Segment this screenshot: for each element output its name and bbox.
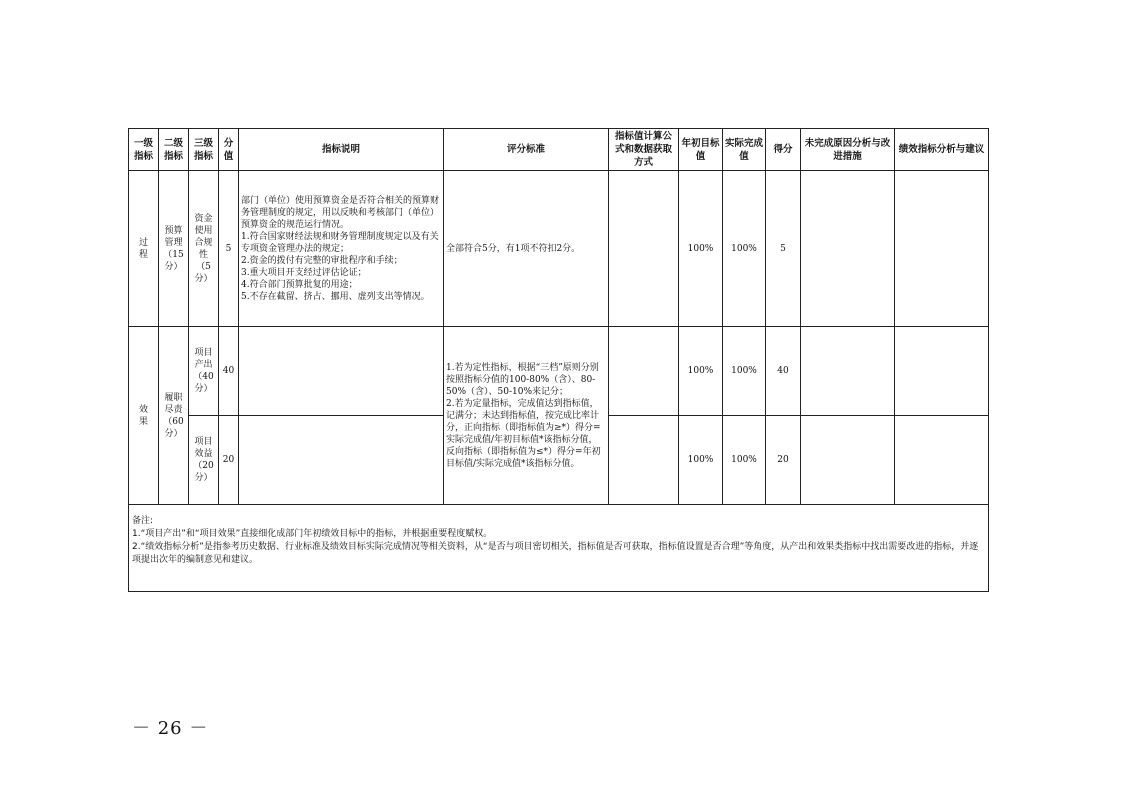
effect-lvl2: 履职 尽责 （60 分）	[159, 327, 189, 505]
process-obtained: 5	[766, 171, 801, 327]
header-lvl2: 二级指标	[159, 129, 189, 171]
notes-line-2: 2.“绩效指标分析”是指参考历史数据、行业标准及绩效目标实际完成情况等相关资料，从“是否与项目密切相关，指标值是否可获取，指标值设置是否合理”等角度，从产出和效果类指标中找出需要改进的指标，并逐项提出次年的编制意见和建议。	[132, 542, 979, 565]
process-lvl3: 资金 使用 合规 性 （5 分）	[189, 171, 219, 327]
output-annual-target: 100%	[679, 327, 723, 416]
output-formula	[609, 327, 679, 416]
effect-criteria: 1.若为定性指标，根据“三档”原则分别按照指标分值的100-80%（含）、80-50%（含）、50-10%来记分； 2.若为定量指标，完成值达到指标值，记满分；未达到指标值，按完成比率计分，正向指标（即指标值为≥*）得分=实际完成值/年初目标值*该指标分值，反向指标（即指标值为≤*）得分=年初目标值/实际完成值*该指标分值。	[444, 327, 609, 505]
benefit-reason	[801, 416, 895, 505]
header-row	[129, 129, 989, 171]
output-lvl3: 项目 产出 （40 分）	[189, 327, 219, 416]
process-formula	[609, 171, 679, 327]
notes-line-1: 1.“项目产出”和“项目效果”直接细化成部门年初绩效目标中的指标，并根据重要程度赋权。	[132, 529, 493, 539]
process-actual: 100%	[723, 171, 766, 327]
header-score: 分值	[219, 129, 239, 171]
benefit-lvl3: 项目 效益 （20 分）	[189, 416, 219, 505]
output-actual: 100%	[723, 327, 766, 416]
header-lvl3: 三级指标	[189, 129, 219, 171]
benefit-formula	[609, 416, 679, 505]
output-obtained: 40	[766, 327, 801, 416]
header-formula: 指标值计算公式和数据获取方式	[609, 129, 679, 171]
process-reason	[801, 171, 895, 327]
page-number: － 26 －	[132, 718, 209, 739]
header-suggestion: 绩效指标分析与建议	[895, 129, 989, 171]
process-lvl2: 预算 管理 （15 分）	[159, 171, 189, 327]
process-desc: 部门（单位）使用预算资金是否符合相关的预算财务管理制度的规定，用以反映和考核部门（单位）预算资金的规范运行情况。 1.符合国家财经法规和财务管理制度规定以及有关专项资金管理办法的规定； 2.资金的拨付有完整的审批程序和手续； 3.重大项目开支经过评估论证； 4.符合部门预算批复的用途； 5.不存在截留、挤占、挪用、虚列支出等情况。	[239, 171, 444, 327]
output-reason	[801, 327, 895, 416]
header-criteria: 评分标准	[444, 129, 609, 171]
notes-row	[129, 505, 989, 592]
process-lvl1: 过 程	[129, 171, 159, 327]
output-suggestion	[895, 327, 989, 416]
notes-cell	[129, 505, 989, 592]
table-row-process	[129, 171, 989, 327]
header-actual: 实际完成值	[723, 129, 766, 171]
table-row-output	[129, 327, 989, 416]
header-reason: 未完成原因分析与改进措施	[801, 129, 895, 171]
process-suggestion	[895, 171, 989, 327]
performance-table	[128, 128, 989, 592]
process-annual-target: 100%	[679, 171, 723, 327]
effect-lvl1: 效 果	[129, 327, 159, 505]
header-obtained: 得分	[766, 129, 801, 171]
process-criteria: 全部符合5分，有1项不符扣2分。	[444, 171, 609, 327]
header-lvl1: 一级指标	[129, 129, 159, 171]
header-desc: 指标说明	[239, 129, 444, 171]
process-score: 5	[219, 171, 239, 327]
benefit-suggestion	[895, 416, 989, 505]
benefit-score: 20	[219, 416, 239, 505]
benefit-desc	[239, 416, 444, 505]
output-desc	[239, 327, 444, 416]
benefit-obtained: 20	[766, 416, 801, 505]
benefit-annual-target: 100%	[679, 416, 723, 505]
notes-title: 备注:	[132, 516, 154, 526]
output-score: 40	[219, 327, 239, 416]
benefit-actual: 100%	[723, 416, 766, 505]
header-annual-target: 年初目标值	[679, 129, 723, 171]
